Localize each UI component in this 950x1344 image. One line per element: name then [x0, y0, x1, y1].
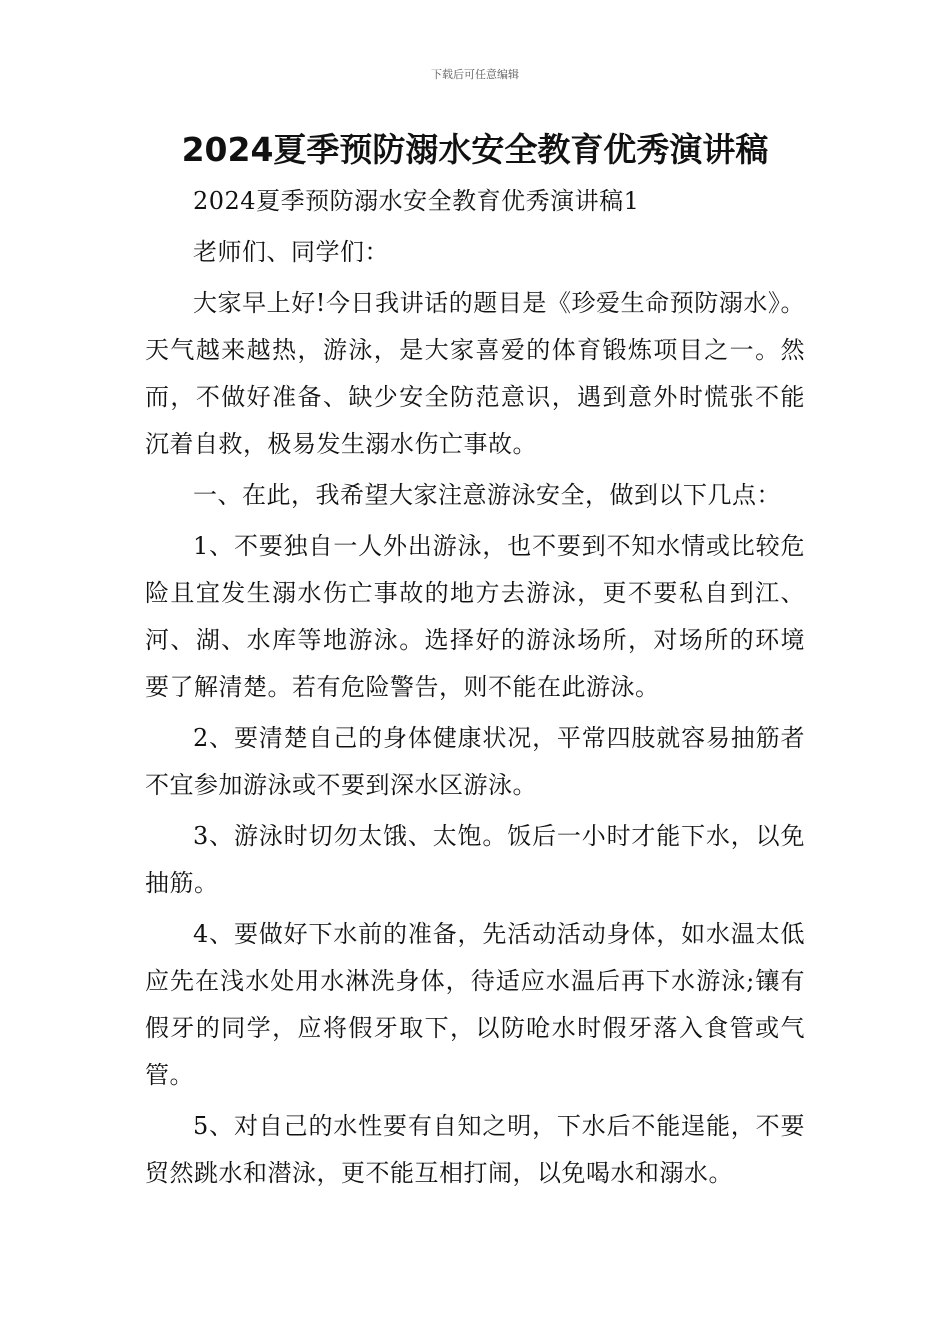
paragraph-greeting: 老师们、同学们：	[193, 238, 389, 266]
document-body	[145, 178, 805, 1201]
paragraph-section-heading: 一、在此，我希望大家注意游泳安全，做到以下几点：	[193, 481, 781, 509]
paragraph-intro: 大家早上好!今日我讲话的题目是《珍爱生命预防溺水》。天气越来越热，游泳，是大家喜爱的体育锻炼项目之一。然而，不做好准备、缺少安全防范意识，遇到意外时慌张不能沉着自救，极易发生溺水伤亡事故。	[145, 289, 805, 458]
paragraph-point-1: 1、不要独自一人外出游泳，也不要到不知水情或比较危险且宜发生溺水伤亡事故的地方去游泳，更不要私自到江、河、湖、水库等地游泳。选择好的游泳场所，对场所的环境要了解清楚。若有危险警告，则不能在此游泳。	[145, 532, 805, 701]
paragraph-point-3: 3、游泳时切勿太饿、太饱。饭后一小时才能下水，以免抽筋。	[145, 822, 805, 897]
paragraph-point-5: 5、对自己的水性要有自知之明，下水后不能逞能，不要贸然跳水和潜泳，更不能互相打闹，以免喝水和溺水。	[145, 1112, 805, 1187]
document-title: 2024夏季预防溺水安全教育优秀演讲稿	[181, 130, 769, 169]
header-note: 下载后可任意编辑	[431, 68, 519, 81]
paragraph-point-2: 2、要清楚自己的身体健康状况，平常四肢就容易抽筋者不宜参加游泳或不要到深水区游泳。	[145, 724, 805, 799]
paragraph-subtitle: 2024夏季预防溺水安全教育优秀演讲稿1	[193, 187, 640, 215]
paragraph-point-4: 4、要做好下水前的准备，先活动活动身体，如水温太低应先在浅水处用水淋洗身体，待适应水温后再下水游泳;镶有假牙的同学，应将假牙取下，以防呛水时假牙落入食管或气管。	[145, 920, 805, 1089]
